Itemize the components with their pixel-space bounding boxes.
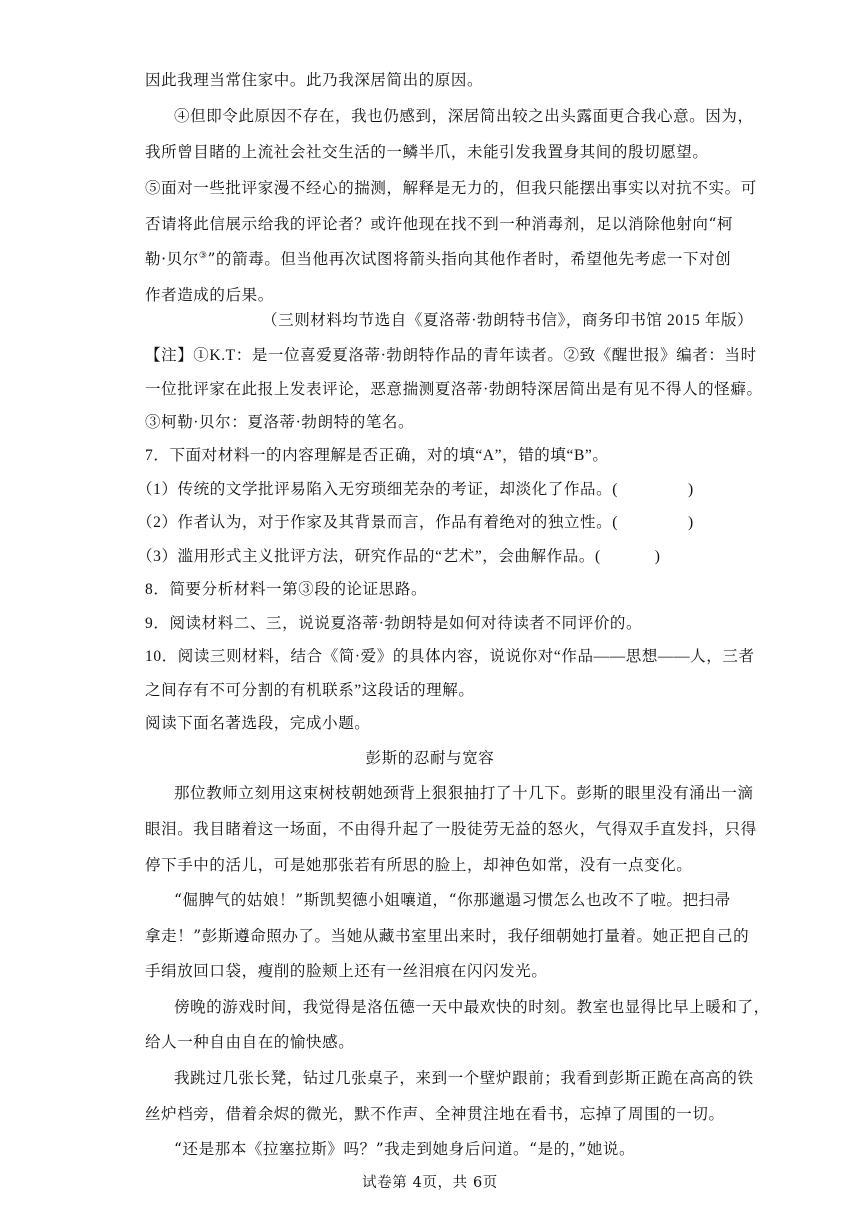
note-line-2: 一位批评家在此报上发表评论，恶意揣测夏洛蒂·勃朗特深居简出是有见不得人的怪癖。 (145, 381, 763, 398)
passage-line-2: 眼泪。我目睹着这一场面，不由得升起了一股徒劳无益的怒火，气得双手直发抖，只得 (145, 820, 757, 838)
passage-line-1: 那位教师立刻用这束树枝朝她颈背上狠狠抽打了十几下。彭斯的眼里没有涌出一滴 (174, 784, 754, 802)
passage-line-8: 给人一种自由自在的愉快感。 (145, 1033, 355, 1051)
passage-line-4: “倔脾气的姑娘！”斯凯契德小姐嚷道，“你那邋遢习惯怎么也改不了啦。把扫帚 (174, 891, 731, 909)
material3-line-5: 否请将此信展示给我的评论者？或许他现在找不到一种消毒剂，足以消除他射向“柯 (145, 215, 734, 233)
question-7-item-3 (137, 547, 661, 567)
question-7-item-2 (137, 513, 694, 533)
material3-line-4: ⑤面对一些批评家漫不经心的揣测，解释是无力的，但我只能摆出事实以对抗不实。可 (145, 179, 757, 197)
material3-line-1: 因此我理当常住家中。此乃我深居简出的原因。 (145, 71, 484, 89)
passage-line-6: 手绢放回口袋，瘦削的脸颊上还有一丝泪痕在闪闪发光。 (145, 962, 548, 980)
question-10-line-1: 10．阅读三则材料，结合《简·爱》的具体内容，说说你对“作品——思想——人，三者 (145, 648, 755, 665)
note-line-1: 【注】①K.T：是一位喜爱夏洛蒂·勃朗特作品的青年读者。②致《醒世报》编者：当时 (145, 347, 757, 364)
closing-paren: ) (654, 548, 661, 565)
reading-intro: 阅读下面名著选段，完成小题。 (145, 715, 371, 732)
passage-line-3: 停下手中的活儿，可是她那张若有所思的脸上，却神色如常，没有一点变化。 (145, 856, 693, 874)
note-line-3: ③柯勒·贝尔：夏洛蒂·勃朗特的笔名。 (145, 414, 415, 431)
closing-paren: ) (688, 514, 694, 531)
question-8: 8．简要分析材料一第③段的论证思路。 (145, 581, 428, 598)
passage-line-9: 我跳过几张长凳，钻过几张桌子，来到一个壁炉跟前；我看到彭斯正跪在高高的铁 (174, 1069, 754, 1087)
pen-name-text: 勒·贝尔 (145, 250, 199, 268)
footnote-marker-3: ③ (198, 250, 208, 261)
passage-line-10: 丝炉档旁，借着余烬的微光，默不作声、全神贯注地在看书，忘掉了周围的一切。 (145, 1105, 725, 1123)
material3-line-6 (145, 249, 731, 269)
question-7-item-1-text: （1）传统的文学批评易陷入无穷琐细芜杂的考证，却淡化了作品。( (137, 481, 619, 498)
question-7: 7．下面对材料一的内容理解是否正确，对的填“A”，错的填“B”。 (145, 447, 609, 464)
page-footer: 试卷第 4页，共 6页 (362, 1175, 498, 1191)
question-7-item-2-text: （2）作者认为，对于作家及其背景而言，作品有着绝对的独立性。( (137, 514, 619, 531)
question-7-item-1 (137, 480, 694, 500)
material3-line-3: 我所曾目睹的上流社会社交生活的一鳞半爪，未能引发我置身其间的殷切愿望。 (145, 143, 709, 161)
question-10-line-2: 之间存有不可分割的有机联系”这段话的理解。 (145, 682, 475, 699)
closing-paren: ) (688, 481, 694, 498)
passage-line-11: “还是那本《拉塞拉斯》吗？”我走到她身后问道。“是的，”她说。 (174, 1140, 636, 1158)
question-9: 9．阅读材料二、三，说说夏洛蒂·勃朗特是如何对待读者不同评价的。 (145, 615, 643, 632)
passage-title: 彭斯的忍耐与宽容 (365, 749, 495, 767)
material3-line-2: ④但即令此原因不存在，我也仍感到，深居简出较之出头露面更合我心意。因为， (174, 107, 754, 125)
source-citation: （三则材料均节选自《夏洛蒂·勃朗特书信》，商务印书馆 2015 年版） (262, 312, 754, 329)
passage-line-7: 傍晚的游戏时间，我觉得是洛伍德一天中最欢快的时刻。教室也显得比早上暖和了， (174, 998, 770, 1016)
material3-line-7: 作者造成的后果。 (145, 286, 274, 304)
question-7-item-3-text: （3）滥用形式主义批评方法，研究作品的“艺术”，会曲解作品。( (137, 548, 601, 565)
material3-line-6-rest: ”的箭毒。但当他再次试图将箭头指向其他作者时，希望他先考虑一下对创 (207, 250, 732, 268)
passage-line-5: 拿走！”彭斯遵命照办了。当她从藏书室里出来时，我仔细朝她打量着。她正把自己的 (145, 927, 750, 945)
